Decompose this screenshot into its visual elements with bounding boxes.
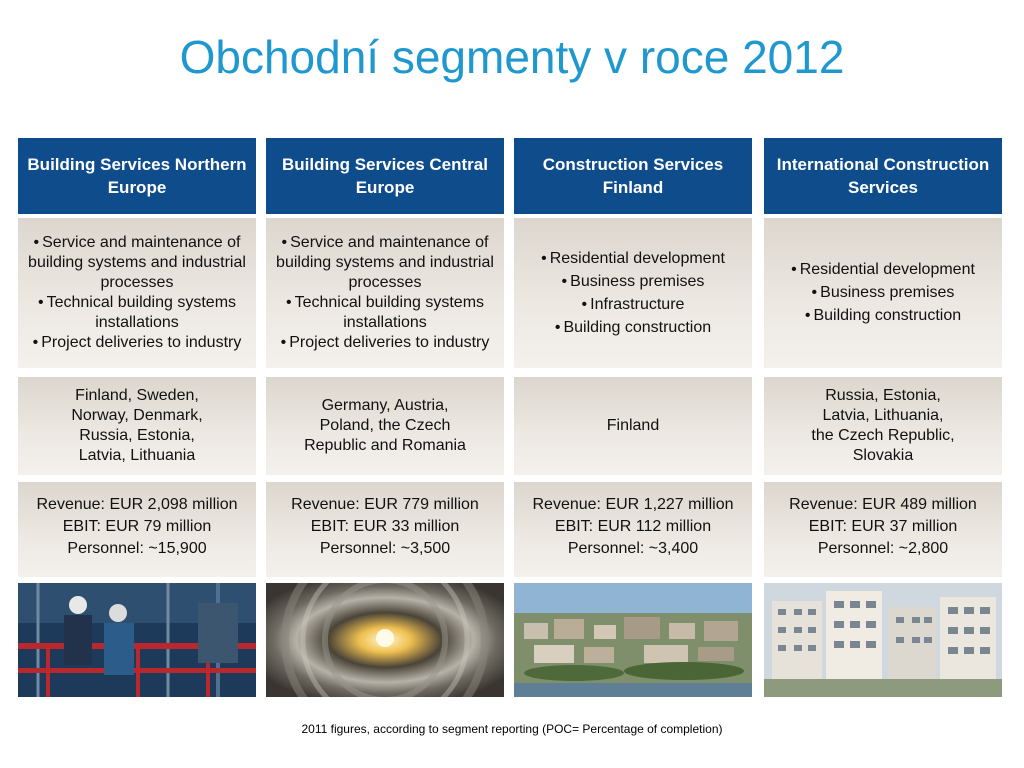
segment-services [764, 218, 1002, 368]
segment-header: Construction Services Finland [514, 138, 752, 214]
segment-header: Building Services Central Europe [266, 138, 504, 214]
region-line: Norway, Denmark, [71, 407, 203, 424]
revenue-text: Revenue: EUR 779 million [291, 496, 479, 513]
region-line: Finland [606, 417, 660, 434]
segment-header: Building Services Northern Europe [18, 138, 256, 214]
region-line: Republic and Romania [304, 437, 466, 454]
service-item: • Technical building systems installations [37, 294, 237, 331]
service-item: • Project deliveries to industry [280, 334, 490, 351]
region-line: Latvia, Lithuania, [822, 407, 944, 424]
personnel-text: Personnel: ~2,800 [817, 540, 949, 557]
service-item: • Building construction [804, 307, 962, 324]
revenue-text: Revenue: EUR 489 million [789, 496, 977, 513]
region-line: Russia, Estonia, [79, 427, 195, 444]
service-item: • Infrastructure [581, 295, 685, 313]
ebit-text: EBIT: EUR 33 million [310, 518, 460, 535]
service-item: • Service and maintenance of building systems and industrial processes [28, 234, 246, 291]
service-item: • Service and maintenance of building systems and industrial processes [276, 234, 494, 291]
segment-figures [764, 482, 1002, 577]
pipe-welding-photo [266, 583, 504, 697]
segment-services [514, 218, 752, 368]
region-line: Germany, Austria, [321, 397, 449, 414]
segment-regions [764, 377, 1002, 475]
ebit-text: EBIT: EUR 37 million [808, 518, 958, 535]
footnote: 2011 figures, according to segment reporting (POC= Percentage of completion) [301, 722, 723, 736]
city-aerial-photo [514, 583, 752, 697]
segment-regions [514, 377, 752, 475]
region-line: Poland, the Czech [319, 417, 451, 434]
ebit-text: EBIT: EUR 112 million [554, 518, 712, 535]
service-item: • Business premises [811, 284, 955, 301]
service-item: • Business premises [561, 272, 705, 290]
service-item: • Residential development [541, 249, 725, 267]
personnel-text: Personnel: ~3,400 [567, 540, 699, 557]
region-line: Latvia, Lithuania [78, 447, 196, 464]
segment-figures [266, 482, 504, 577]
service-item: • Residential development [791, 261, 975, 278]
segment-header: International Construction Services [764, 138, 1002, 214]
segment-figures [514, 482, 752, 577]
industrial-workers-photo [18, 583, 256, 697]
personnel-text: Personnel: ~15,900 [67, 540, 207, 557]
region-line: Slovakia [852, 447, 914, 464]
segment-services [18, 218, 256, 368]
service-item: • Project deliveries to industry [32, 334, 242, 351]
service-item: • Technical building systems installations [285, 294, 485, 331]
apartment-buildings-photo [764, 583, 1002, 697]
page-title: Obchodní segmenty v roce 2012 [179, 31, 845, 83]
region-line: Russia, Estonia, [825, 387, 941, 404]
revenue-text: Revenue: EUR 2,098 million [36, 496, 238, 513]
segment-regions [18, 377, 256, 475]
segment-figures [18, 482, 256, 577]
segment-services [266, 218, 504, 368]
service-item: • Building construction [554, 318, 712, 336]
personnel-text: Personnel: ~3,500 [319, 540, 451, 557]
region-line: Finland, Sweden, [75, 387, 199, 404]
region-line: the Czech Republic, [811, 427, 955, 444]
segment-regions [266, 377, 504, 475]
revenue-text: Revenue: EUR 1,227 million [532, 496, 734, 513]
ebit-text: EBIT: EUR 79 million [62, 518, 212, 535]
